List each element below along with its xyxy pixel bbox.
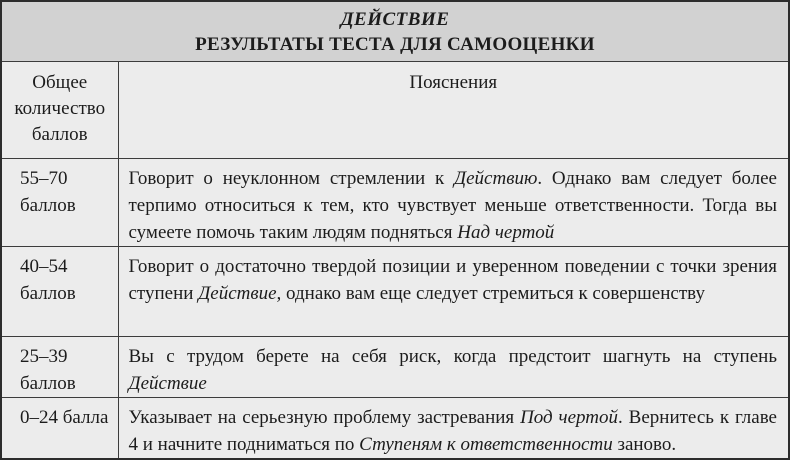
italic-term: Действие: [128, 373, 207, 394]
italic-term: Под чертой: [520, 407, 619, 428]
score-range-cell: 25–39 баллов: [1, 337, 118, 398]
score-range-cell: 0–24 балла: [1, 398, 118, 460]
explanation-cell: [118, 398, 789, 460]
score-range-cell: 40–54 баллов: [1, 247, 118, 337]
table-row: [1, 398, 789, 460]
score-range-cell: 55–70 баллов: [1, 159, 118, 247]
text-run: заново.: [612, 434, 677, 455]
text-run: Говорит о неуклонном стремлении к: [128, 168, 455, 189]
table-body: [1, 159, 789, 460]
text-run: . Однако вам следует более терпимо относиться к тем, кто чувствует меньше ответственности. Тогда вы сумеете помочь таким людям подняться: [128, 168, 777, 243]
table-row: [1, 159, 789, 247]
text-run: Говорит о достаточно твердой позиции и уверенном поведении с точки зрения ступени: [128, 256, 777, 304]
title-subtitle: РЕЗУЛЬТАТЫ ТЕСТА ДЛЯ САМООЦЕНКИ: [195, 33, 595, 55]
italic-term: Действие,: [198, 283, 282, 304]
text-run: . Вернитесь к главе 4 и начните подниматься по: [128, 407, 777, 455]
text-run: Указывает на серьезную проблему застревания: [128, 407, 521, 428]
explanation-cell: [118, 247, 789, 337]
italic-term: Над чертой: [457, 222, 555, 243]
explanation-cell: [118, 337, 789, 398]
text-run: Вы с трудом берете на себя риск, когда предстоит шагнуть на ступень: [128, 346, 777, 367]
column-header-explanations: Пояснения: [118, 62, 789, 159]
explanation-cell: [118, 159, 789, 247]
title-row: [1, 1, 789, 62]
title-action-label: ДЕЙСТВИЕ: [340, 8, 450, 30]
italic-term: Ступеням к ответственности: [359, 434, 613, 455]
column-header-score: Общее количество баллов: [1, 62, 118, 159]
table-row: [1, 247, 789, 337]
table-row: [1, 337, 789, 398]
table-title: [1, 1, 789, 62]
column-header-row: [1, 62, 789, 159]
text-run: однако вам еще следует стремиться к совершенству: [281, 283, 705, 304]
italic-term: Действию: [454, 168, 538, 189]
